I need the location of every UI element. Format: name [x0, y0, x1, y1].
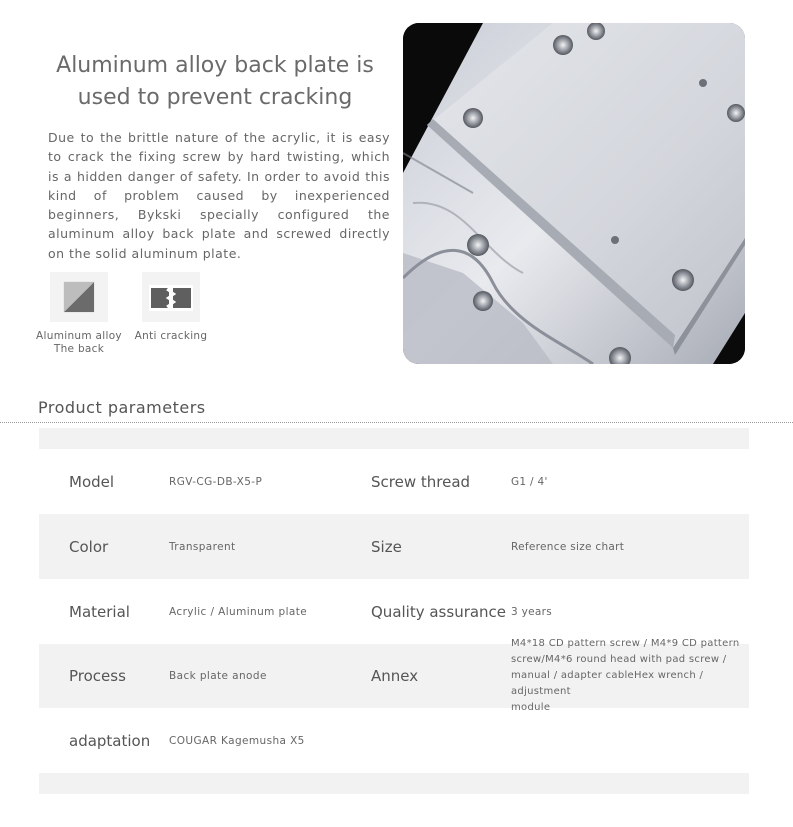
badge-anti-cracking: [130, 272, 212, 343]
annex-line: module: [511, 702, 551, 713]
param-label: Model: [69, 472, 115, 491]
table-band: [39, 773, 749, 794]
param-label: Quality assurance: [371, 602, 507, 621]
param-value-annex: [511, 638, 747, 713]
parameters-table: [39, 428, 749, 794]
param-value: Acrylic / Aluminum plate: [169, 605, 308, 618]
annex-line: M4*18 CD pattern screw / M4*9 CD pattern: [511, 638, 740, 649]
param-value: Reference size chart: [511, 540, 625, 553]
table-row: [39, 579, 749, 644]
param-value: Back plate anode: [169, 670, 267, 682]
param-value: 3 years: [511, 605, 553, 618]
annex-line: screw/M4*6 round head with pad screw /: [511, 654, 727, 665]
param-value: RGV-CG-DB-X5-P: [169, 475, 263, 488]
table-row: [39, 638, 749, 713]
badge-label-line-1: Aluminum alloy: [36, 330, 122, 342]
table-row: [39, 708, 749, 773]
param-label: Material: [69, 602, 130, 621]
param-label: Process: [69, 667, 126, 685]
param-value: Transparent: [169, 540, 236, 553]
table-row: [39, 449, 749, 514]
badge-label: Anti cracking: [134, 330, 208, 342]
param-label: Screw thread: [371, 472, 471, 491]
table-band: [39, 428, 749, 449]
section-title: Product parameters: [38, 398, 206, 417]
section-divider: [0, 422, 793, 423]
annex-line: manual / adapter cableHex wrench / adjustment: [511, 670, 704, 697]
table-row: [39, 514, 749, 579]
param-label: Annex: [371, 667, 419, 685]
anti-cracking-icon: [142, 272, 200, 322]
feature-headline: [40, 50, 390, 114]
param-label: Size: [371, 537, 402, 556]
badge-label-line-2: The back: [53, 343, 105, 355]
param-label: Color: [69, 537, 109, 556]
feature-description: Due to the brittle nature of the acrylic, it is easy to crack the fixing screw by hard twisting, which is a hidden danger of safety. In order to avoid this kind of problem caused by inexperienced beginners, Bykski specially configured the aluminum alloy back plate and screwed directly on the solid aluminum plate.: [48, 130, 390, 261]
aluminum-alloy-icon: [50, 272, 108, 322]
param-value: COUGAR Kagemusha X5: [169, 734, 305, 747]
product-photo: [403, 23, 745, 364]
param-value: G1 / 4': [511, 475, 548, 488]
headline-line-2: used to prevent cracking: [77, 85, 353, 110]
headline-line-1: Aluminum alloy back plate is: [56, 53, 374, 78]
param-label: adaptation: [69, 731, 151, 750]
badge-aluminum-alloy: [36, 272, 122, 356]
